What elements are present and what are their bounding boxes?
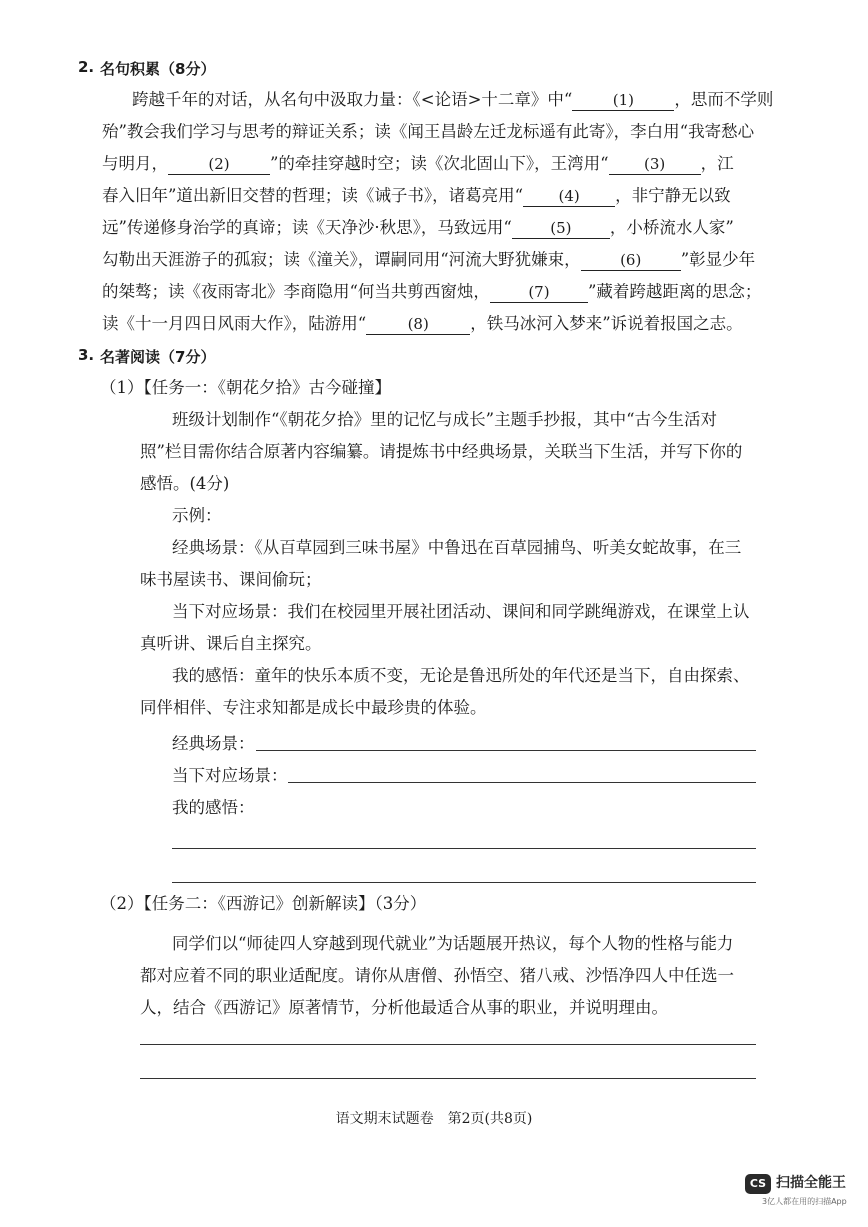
- q2-line-4: [102, 180, 731, 212]
- fill-blank-5[interactable]: (5): [512, 218, 610, 239]
- q2-text: ”彰显少年: [680, 250, 756, 269]
- question-2-number: 2.: [78, 58, 95, 76]
- example-now-line: 真听讲、课后自主探究。: [140, 634, 322, 653]
- task-1-paragraph-line: 班级计划制作“《朝花夕拾》里的记忆与成长”主题手抄报，其中“古今生活对: [172, 410, 718, 429]
- q2-text: ，思而不学则: [674, 90, 774, 109]
- task-1-paragraph-line: 感悟。(4分): [140, 474, 230, 493]
- q2-text: 跨越千年的对话，从名句中汲取力量：《<论语>十二章》中“: [132, 90, 573, 109]
- q2-text: ，小桥流水人家”: [609, 218, 734, 237]
- page-footer: 语文期末试题卷 第2页(共8页): [335, 1111, 533, 1127]
- task-2-header: （2）【任务二：《西游记》创新解读】（3分）: [100, 894, 427, 913]
- question-2-title: 名句积累（8分）: [100, 60, 216, 78]
- fill-blank-2[interactable]: (2): [168, 154, 270, 175]
- fill-blank-1[interactable]: (1): [572, 90, 674, 111]
- q2-line-2: 殆”教会我们学习与思考的辩证关系；读《闻王昌龄左迁龙标遥有此寄》，李白用“我寄愁心: [102, 122, 755, 141]
- q2-text: ”的牵挂穿越时空；读《次北固山下》，王湾用“: [270, 154, 609, 173]
- watermark-subtitle: 3亿人都在用的扫描App: [762, 1197, 847, 1206]
- example-scene-line: 经典场景：《从百草园到三味书屋》中鲁迅在百草园捕鸟、听美女蛇故事，在三: [172, 538, 742, 557]
- q2-text: ，非宁静无以致: [615, 186, 731, 205]
- camscanner-logo-icon: CS: [745, 1174, 771, 1194]
- fill-blank-7[interactable]: (7): [490, 282, 588, 303]
- q2-text: 勾勒出天涯游子的孤寂；读《潼关》，谭嗣同用“河流大野犹嫌束，: [102, 250, 581, 269]
- q2-line-1: [132, 84, 773, 116]
- q2-text: 的桀骜；读《夜雨寄北》李商隐用“何当共剪西窗烛，: [102, 282, 490, 301]
- task-2-paragraph-line: 同学们以“师徒四人穿越到现代就业”为话题展开热议，每个人物的性格与能力: [172, 934, 734, 953]
- q2-line-7: [102, 276, 761, 308]
- task-2-answer-line[interactable]: [140, 1078, 756, 1079]
- question-3-title: 名著阅读（7分）: [100, 348, 216, 366]
- q2-text: ，铁马冰河入梦来”诉说着报国之志。: [470, 314, 743, 333]
- answer-scene-label: 经典场景：: [172, 734, 255, 753]
- q2-text: 与明月，: [102, 154, 168, 173]
- task-1-paragraph-line: 照”栏目需你结合原著内容编纂。请提炼书中经典场景，关联当下生活，并写下你的: [140, 442, 743, 461]
- example-feeling-line: 我的感悟：童年的快乐本质不变，无论是鲁迅所处的年代还是当下，自由探索、: [172, 666, 750, 685]
- task-2-paragraph-line: 人，结合《西游记》原著情节，分析他最适合从事的职业，并说明理由。: [140, 998, 668, 1017]
- q2-text: 读《十一月四日风雨大作》，陆游用“: [102, 314, 367, 333]
- task-2-paragraph-line: 都对应着不同的职业适配度。请你从唐僧、孙悟空、猪八戒、沙悟净四人中任选一: [140, 966, 734, 985]
- answer-now-line[interactable]: [288, 782, 756, 783]
- answer-feeling-label: 我的感悟：: [172, 798, 255, 817]
- q2-text: 远”传递修身治学的真谛；读《天净沙·秋思》，马致远用“: [102, 218, 512, 237]
- q2-line-5: [102, 212, 734, 244]
- fill-blank-6[interactable]: (6): [581, 250, 681, 271]
- q2-line-6: [102, 244, 755, 276]
- answer-scene-line[interactable]: [256, 750, 756, 751]
- fill-blank-8[interactable]: (8): [366, 314, 470, 335]
- task-2-answer-line[interactable]: [140, 1044, 756, 1045]
- watermark-title: 扫描全能王: [776, 1175, 846, 1191]
- example-scene-line: 味书屋读书、课间偷玩；: [140, 570, 322, 589]
- q2-line-3: [102, 148, 734, 180]
- example-feeling-line: 同伴相伴、专注求知都是成长中最珍贵的体验。: [140, 698, 487, 717]
- q2-text: ”藏着跨越距离的思念；: [587, 282, 762, 301]
- q2-text: 春入旧年”道出新旧交替的哲理；读《诫子书》，诸葛亮用“: [102, 186, 524, 205]
- fill-blank-4[interactable]: (4): [523, 186, 615, 207]
- answer-feeling-line[interactable]: [172, 848, 756, 849]
- task-1-header: （1）【任务一：《朝花夕拾》古今碰撞】: [100, 378, 391, 397]
- q2-line-8: [102, 308, 743, 340]
- question-3-number: 3.: [78, 346, 95, 364]
- fill-blank-3[interactable]: (3): [609, 154, 701, 175]
- example-label: 示例：: [172, 506, 222, 525]
- example-now-line: 当下对应场景：我们在校园里开展社团活动、课间和同学跳绳游戏，在课堂上认: [172, 602, 750, 621]
- answer-feeling-line[interactable]: [172, 882, 756, 883]
- q2-text: ，江: [700, 154, 734, 173]
- answer-now-label: 当下对应场景：: [172, 766, 288, 785]
